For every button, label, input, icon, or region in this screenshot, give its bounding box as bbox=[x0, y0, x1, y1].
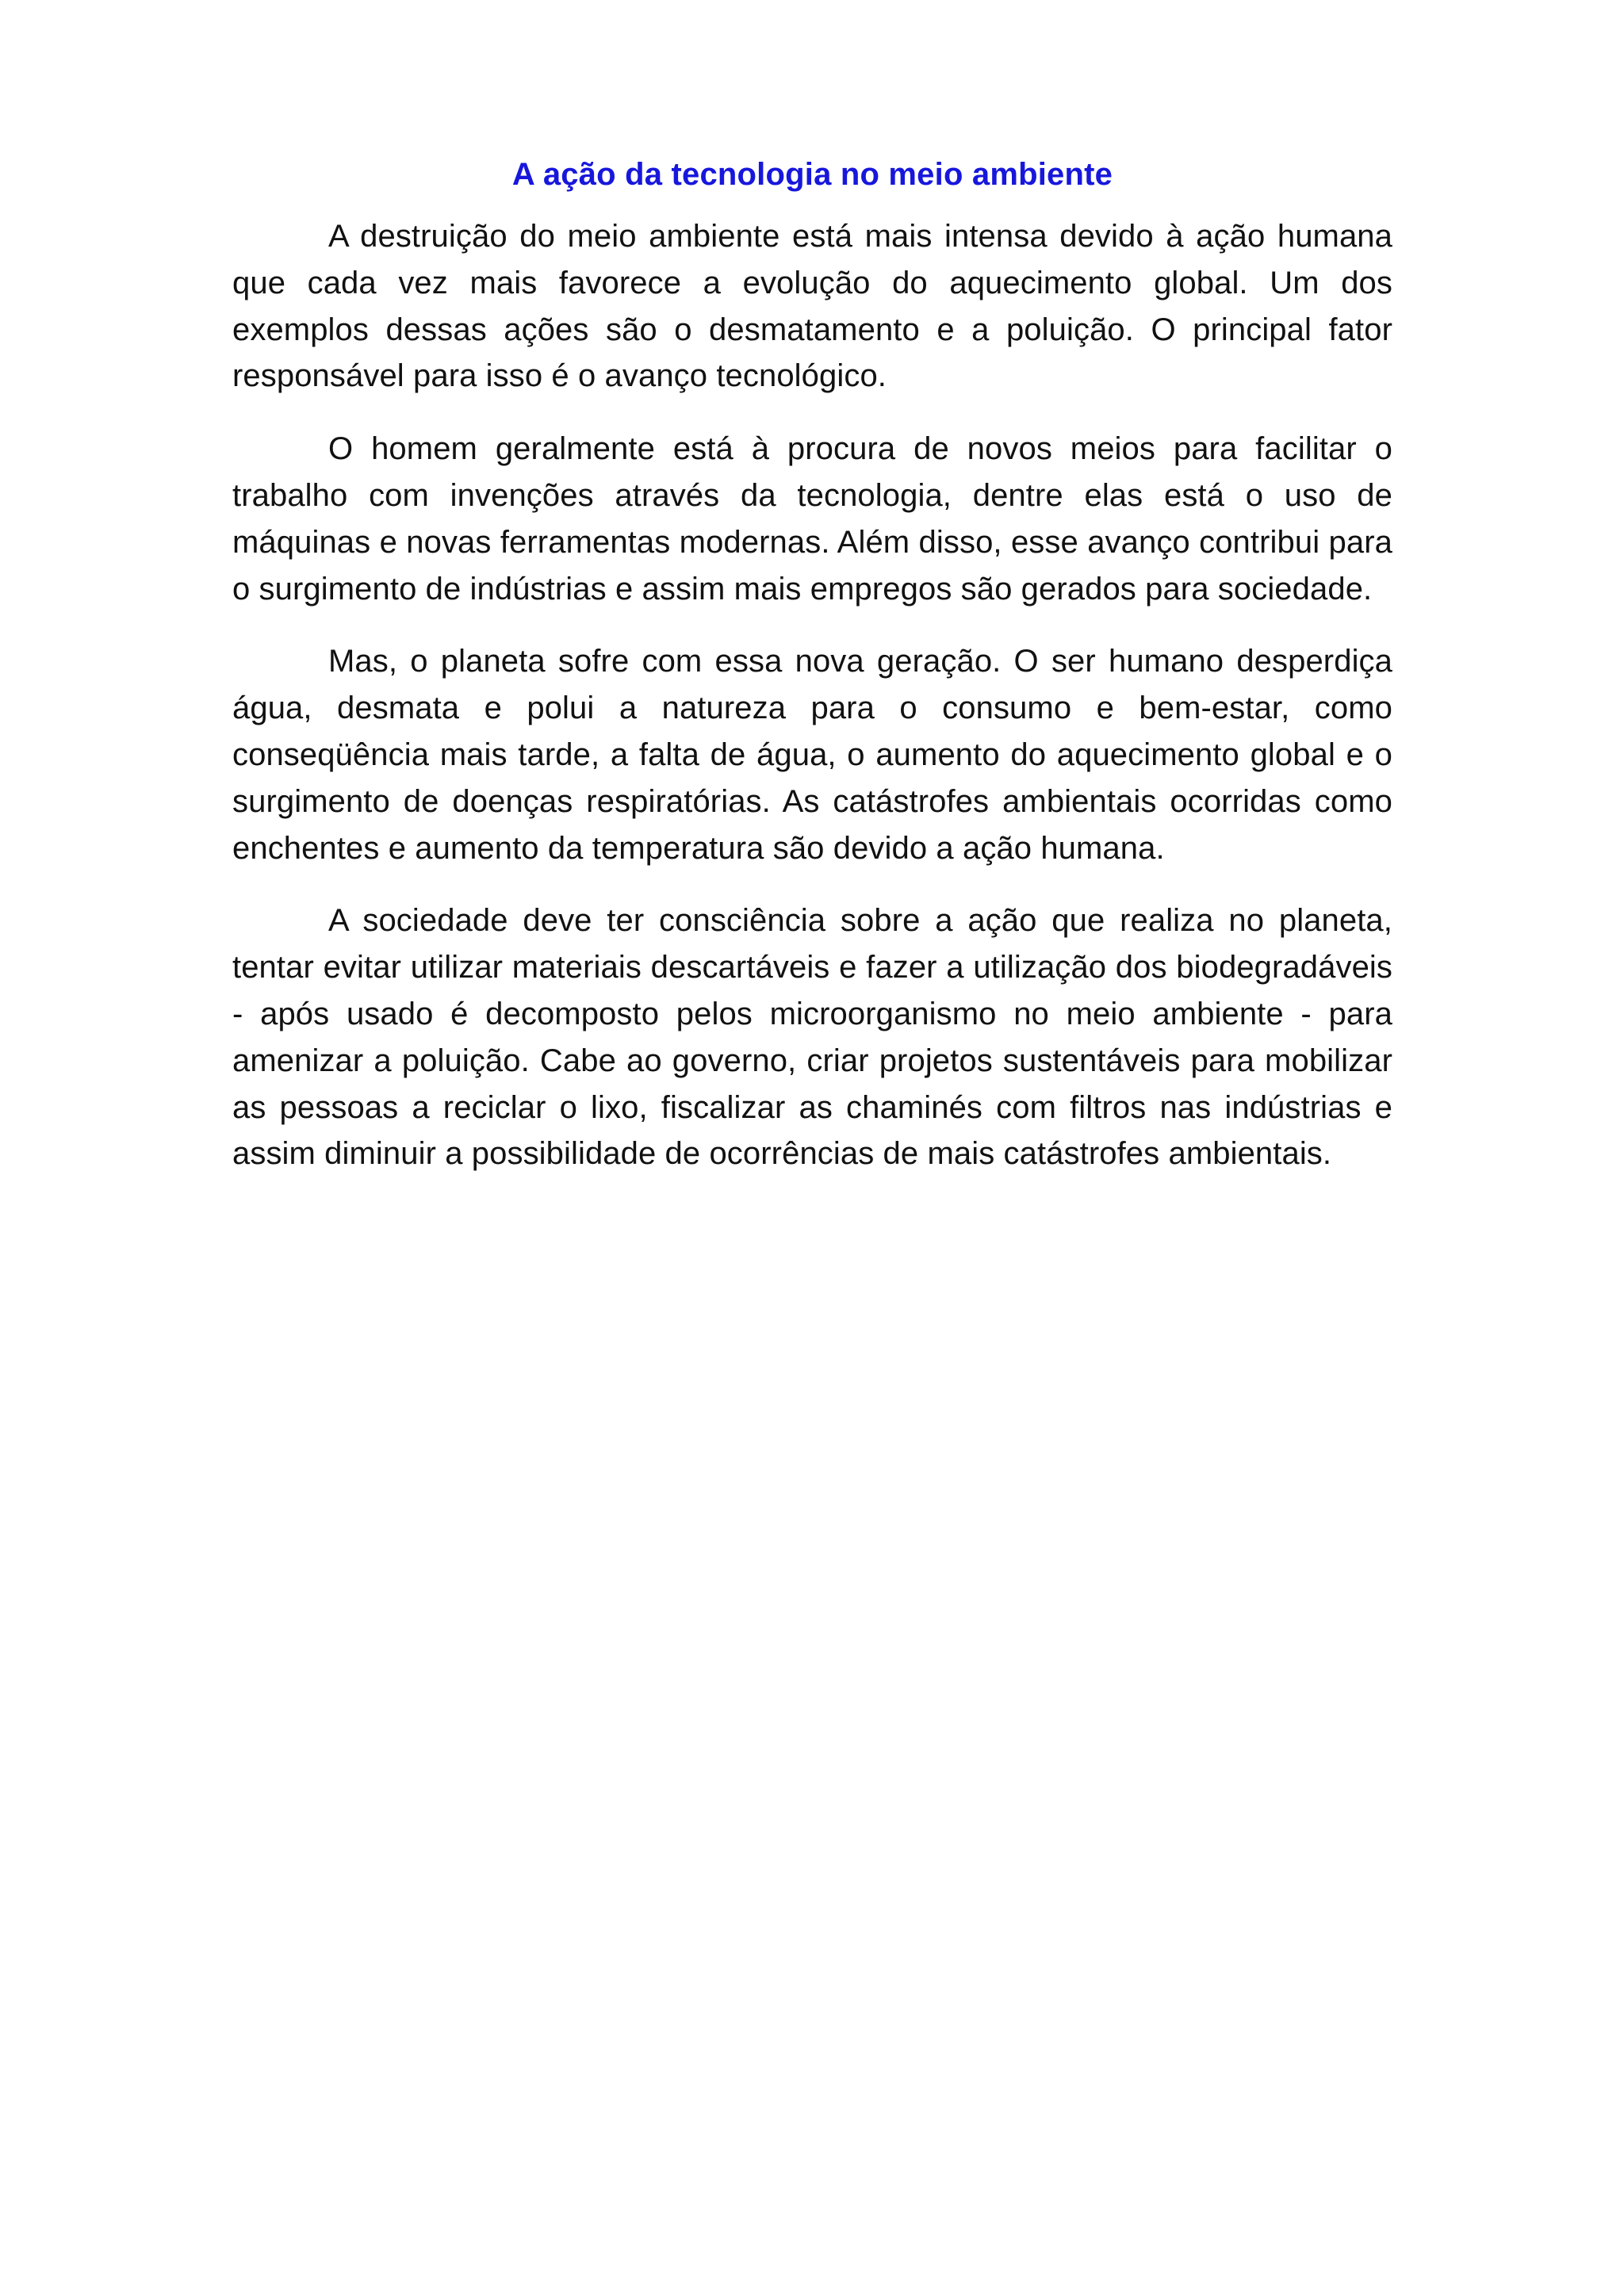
paragraph-2: O homem geralmente está à procura de novos meios para facilitar o trabalho com invenções através da tecnologia, dentre elas está o uso de máquinas e novas ferramentas modernas. Além disso, esse avanço contribui para o surgimento de indústrias e assim mais empregos são gerados para sociedade. bbox=[232, 431, 1392, 607]
paragraph-3: Mas, o planeta sofre com essa nova geração. O ser humano desperdiça água, desmata e polui a natureza para o consumo e bem-estar, como conseqüência mais tarde, a falta de água, o aumento do aquecimento global e o surgimento de doenças respiratórias. As catástrofes ambientais ocorridas como enchentes e aumento da temperatura são devido a ação humana. bbox=[232, 644, 1392, 866]
document-body bbox=[232, 151, 1392, 1177]
document-title: A ação da tecnologia no meio ambiente bbox=[511, 157, 1113, 192]
paragraph-4: A sociedade deve ter consciência sobre a ação que realiza no planeta, tentar evitar utilizar materiais descartáveis e fazer a utilização dos biodegradáveis - após usado é decomposto pelos microorganismo no meio ambiente - para amenizar a poluição. Cabe ao governo, criar projetos sustentáveis para mobilizar as pessoas a reciclar o lixo, fiscalizar as chaminés com filtros nas indústrias e assim diminuir a possibilidade de ocorrências de mais catástrofes ambientais. bbox=[232, 903, 1392, 1172]
paragraph-1: A destruição do meio ambiente está mais intensa devido à ação humana que cada vez mais favorece a evolução do aquecimento global. Um dos exemplos dessas ações são o desmatamento e a poluição. O principal fator responsável para isso é o avanço tecnológico. bbox=[232, 219, 1392, 394]
